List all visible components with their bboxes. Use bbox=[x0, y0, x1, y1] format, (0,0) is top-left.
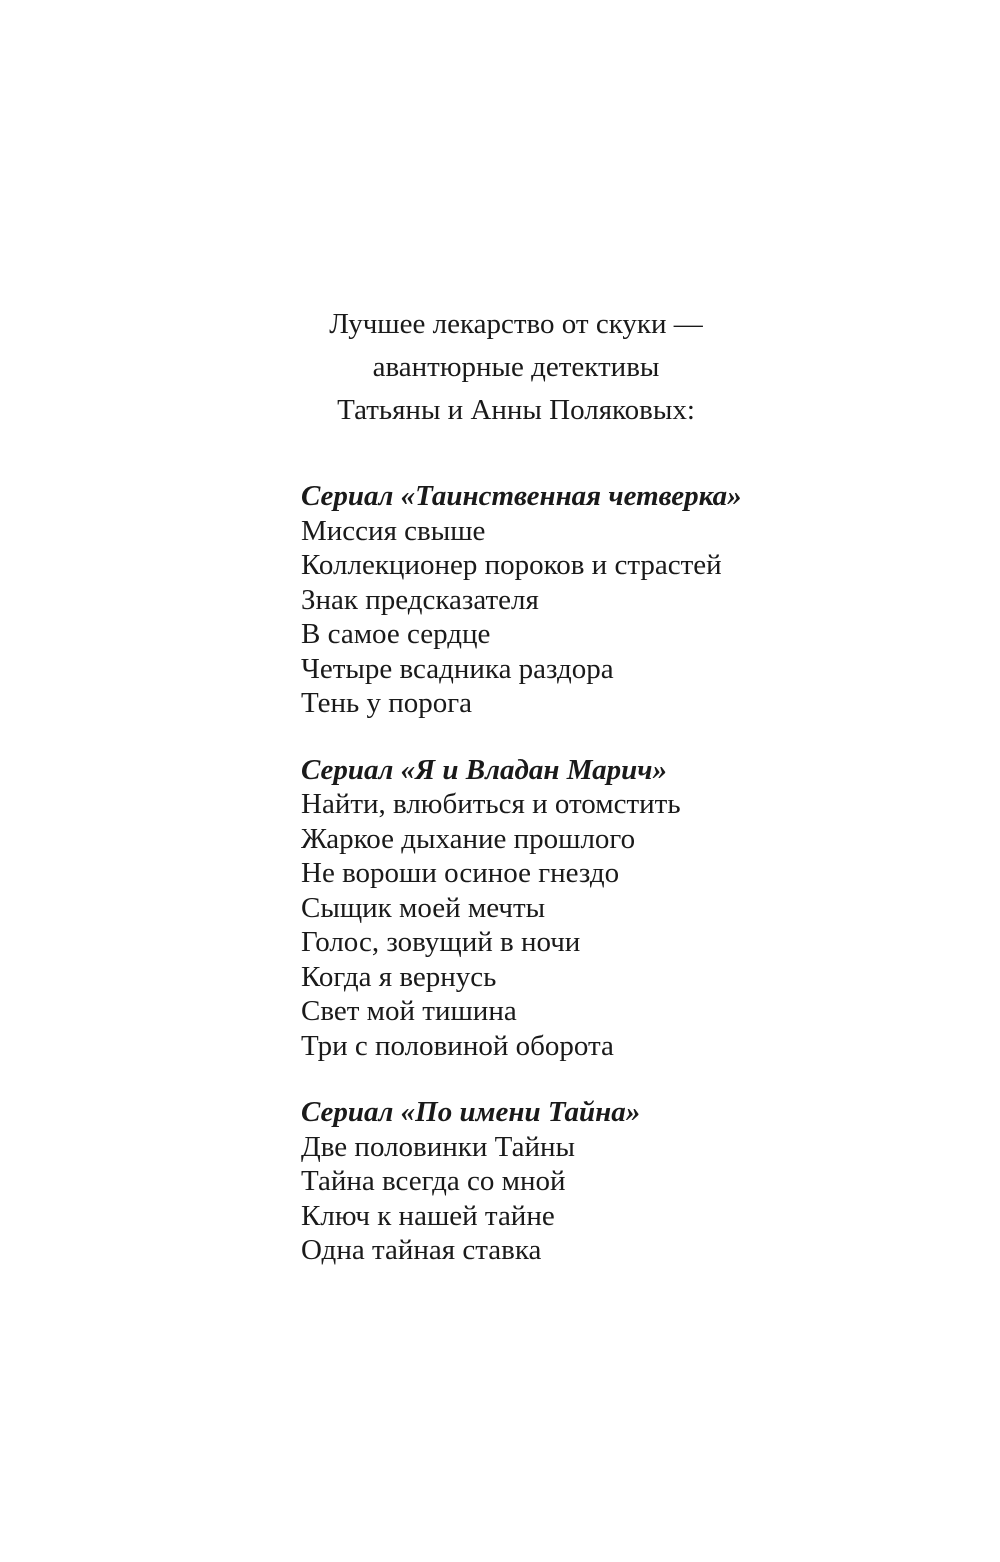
intro-line: Татьяны и Анны Поляковых: bbox=[337, 394, 695, 426]
book-title: Три с половиной оборота bbox=[301, 1029, 614, 1062]
book-title: Две половинки Тайны bbox=[301, 1130, 576, 1163]
series-block-3 bbox=[301, 1095, 901, 1268]
book-title: Найти, влюбиться и отомстить bbox=[301, 788, 681, 820]
intro-line: Лучшее лекарство от скуки — bbox=[329, 308, 703, 340]
book-title: Одна тайная ставка bbox=[301, 1234, 542, 1266]
book-list bbox=[301, 1130, 901, 1268]
book-title: Жаркое дыхание прошлого bbox=[301, 822, 636, 855]
series-block-1 bbox=[301, 479, 901, 721]
intro-line: авантюрные детективы bbox=[372, 351, 660, 383]
series-title: Сериал «По имени Тайна» bbox=[301, 1096, 641, 1128]
book-title: Когда я вернусь bbox=[301, 960, 497, 993]
book-title: Не вороши осиное гнездо bbox=[301, 857, 620, 889]
series-lists bbox=[301, 479, 901, 1300]
book-title: Свет мой тишина bbox=[301, 995, 517, 1027]
book-list bbox=[301, 514, 901, 721]
book-title: Тайна всегда со мной bbox=[301, 1165, 566, 1197]
series-block-2 bbox=[301, 753, 901, 1064]
series-title: Сериал «Таинственная четверка» bbox=[301, 480, 742, 512]
book-title: Коллекционер пороков и страстей bbox=[301, 549, 722, 581]
book-title: Голос, зовущий в ночи bbox=[301, 926, 581, 958]
book-title: Тень у порога bbox=[301, 687, 473, 719]
book-title: В самое сердце bbox=[301, 618, 491, 650]
book-title: Четыре всадника раздора bbox=[301, 652, 614, 685]
intro-heading bbox=[0, 303, 1000, 432]
book-title: Ключ к нашей тайне bbox=[301, 1199, 555, 1232]
series-title: Сериал «Я и Владан Марич» bbox=[301, 753, 667, 786]
book-title: Миссия свыше bbox=[301, 514, 486, 547]
book-title: Сыщик моей мечты bbox=[301, 891, 546, 924]
book-list bbox=[301, 787, 901, 1063]
book-title: Знак предсказателя bbox=[301, 583, 539, 616]
